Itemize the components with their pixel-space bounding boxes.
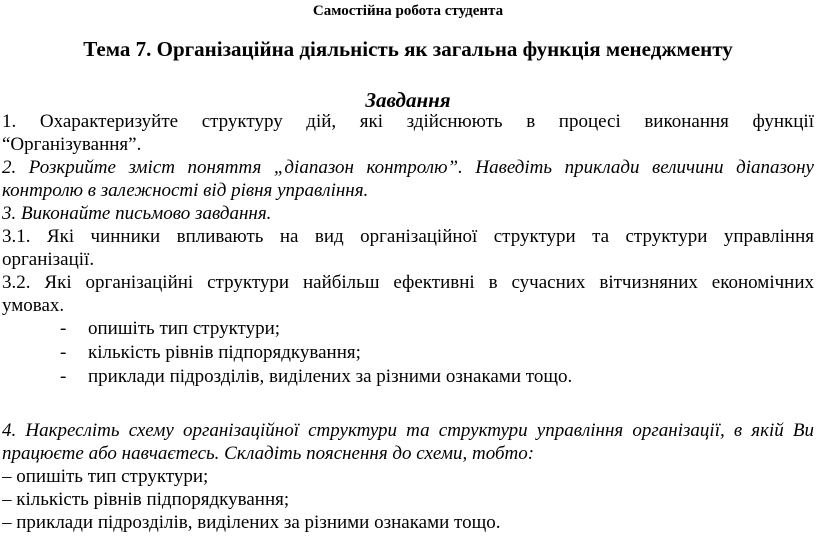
list-dash: - [60,366,67,387]
task-2-line-1: 2. Розкрийте зміст поняття „діапазон контролю”. Наведіть приклади величини діапазону [2,157,814,178]
task-2-line-2: контролю в залежності від рівня управління. [2,180,369,201]
list-item: – опишіть тип структури; [2,466,209,487]
task-4-line-2: працюєте або навчаєтесь. Складіть пояснення до схеми, тобто: [2,443,535,464]
list-item-text: кількість рівнів підпорядкування; [88,342,361,363]
task-1-line-2: “Організування”. [2,134,142,155]
list-dash: - [60,342,67,363]
document-header: Самостійна робота студента [312,3,504,19]
list-item [60,342,361,364]
list-item [60,318,280,340]
task-3-1-line-2: організації. [2,249,95,270]
task-3-2-line-2: умовах. [2,295,65,316]
task-3-1-line-1: 3.1. Які чинники впливають на вид організаційної структури та структури управління [2,226,814,247]
list-item-text: приклади підрозділів, виділених за різними ознаками тощо. [88,366,573,387]
section-title: Завдання [365,88,451,112]
list-item: – приклади підрозділів, виділених за різними ознаками тощо. [2,512,501,533]
list-dash: - [60,318,67,339]
task-4-line-1: 4. Накресліть схему організаційної структури та структури управління організації, в якій Ви [2,420,814,441]
document-title: Тема 7. Організаційна діяльність як загальна функція менеджменту [83,37,733,61]
task-3: 3. Виконайте письмово завдання. [2,203,272,224]
list-item: – кількість рівнів підпорядкування; [2,489,290,510]
task-3-2-line-1: 3.2. Які організаційні структури найбільш ефективні в сучасних вітчизняних економічних [2,272,814,293]
list-item [60,366,572,388]
task-1-line-1: 1. Охарактеризуйте структуру дій, які здійснюють в процесі виконання функції [2,111,814,132]
list-item-text: опишіть тип структури; [88,318,281,339]
